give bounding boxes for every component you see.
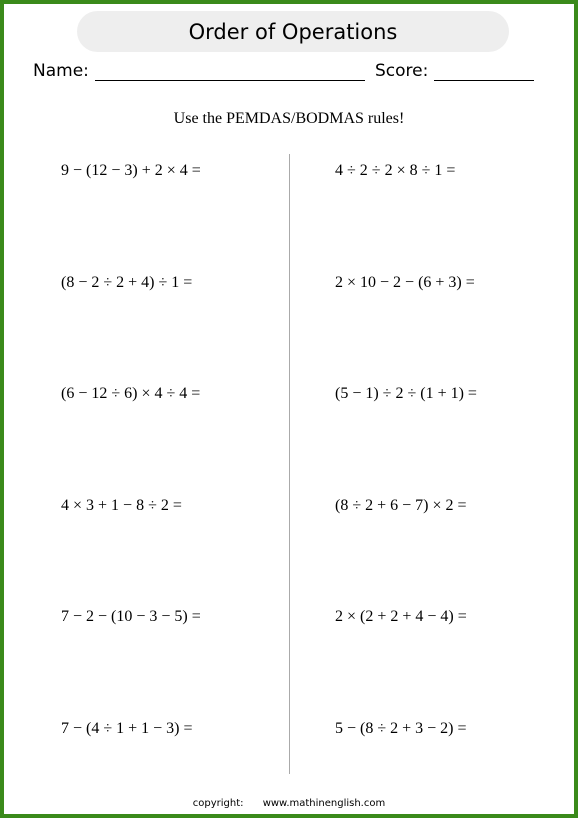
score-field-row	[375, 60, 534, 81]
problem-left-3: (6 − 12 ÷ 6) × 4 ÷ 4 =	[61, 385, 201, 402]
problem-left-2: (8 − 2 ÷ 2 + 4) ÷ 1 =	[61, 274, 193, 291]
problem-right-4: (8 ÷ 2 + 6 − 7) × 2 =	[335, 497, 467, 514]
name-label: Name:	[33, 61, 89, 81]
column-divider	[289, 154, 290, 774]
problem-left-5: 7 − 2 − (10 − 3 − 5) =	[61, 608, 201, 625]
footer	[4, 798, 574, 809]
problem-right-1: 4 ÷ 2 ÷ 2 × 8 ÷ 1 =	[335, 162, 456, 179]
instructions-text: Use the PEMDAS/BODMAS rules!	[173, 110, 405, 127]
website-link[interactable]: www.mathinenglish.com	[262, 798, 386, 809]
name-blank-line[interactable]	[95, 60, 365, 81]
copyright-label: copyright:	[192, 798, 244, 809]
problem-left-6: 7 − (4 ÷ 1 + 1 − 3) =	[61, 720, 193, 737]
worksheet-title: Order of Operations	[77, 11, 509, 52]
problem-right-5: 2 × (2 + 2 + 4 − 4) =	[335, 608, 467, 625]
score-blank-line[interactable]	[434, 60, 534, 81]
problem-left-4: 4 × 3 + 1 − 8 ÷ 2 =	[61, 497, 182, 514]
problem-right-6: 5 − (8 ÷ 2 + 3 − 2) =	[335, 720, 467, 737]
name-field-row	[33, 60, 365, 81]
problem-right-3: (5 − 1) ÷ 2 ÷ (1 + 1) =	[335, 385, 477, 402]
problem-left-1: 9 − (12 − 3) + 2 × 4 =	[61, 162, 201, 179]
worksheet-page	[4, 4, 574, 814]
score-label: Score:	[375, 61, 429, 81]
problem-right-2: 2 × 10 − 2 − (6 + 3) =	[335, 274, 475, 291]
